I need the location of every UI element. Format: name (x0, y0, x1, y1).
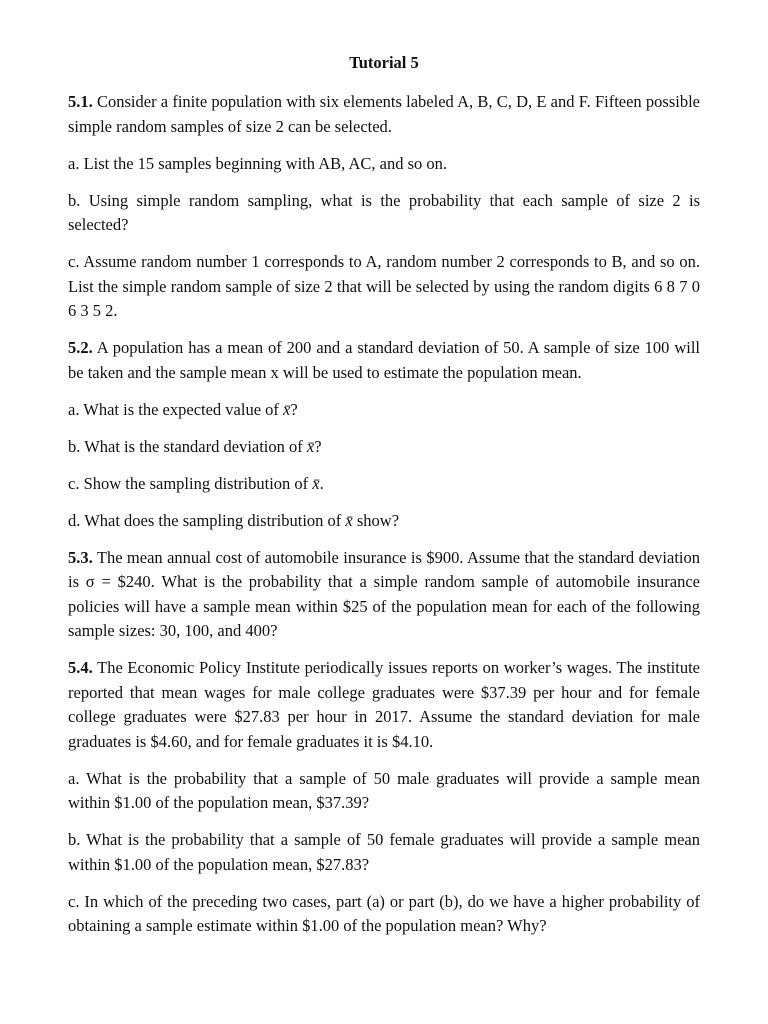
question-text: The mean annual cost of automobile insurance is $900. Assume that the standard deviation is σ = $240. What is the probability that a simple random sample of automobile insurance policies will have a sample mean within $25 of the population mean for each of the following sample sizes: 30, 100, and 400? (68, 547, 700, 640)
question-5-4-part-b: b. What is the probability that a sample of 50 female graduates will provide a sample mean within $1.00 of the population mean, $27.83? (68, 830, 700, 874)
x-bar-symbol: x̄ (312, 473, 320, 493)
question-number: 5.3. (68, 547, 93, 567)
question-5-2-part-b (68, 435, 700, 460)
question-5-2-part-d (68, 509, 700, 534)
question-5-2 (68, 336, 700, 385)
question-5-4-part-c: c. In which of the preceding two cases, part (a) or part (b), do we have a higher probability of obtaining a sample estimate within $1.00 of the population mean? Why? (68, 891, 700, 935)
question-5-1-part-c: c. Assume random number 1 corresponds to A, random number 2 corresponds to B, and so on. List the simple random sample of size 2 that will be selected by using the random digits 6 8 7 0 6 3 5 2. (68, 252, 700, 320)
part-text: b. What is the standard deviation of (68, 436, 307, 456)
question-5-4 (68, 656, 700, 754)
question-number: 5.2. (68, 338, 93, 357)
question-5-4-part-a: a. What is the probability that a sample of 50 male graduates will provide a sample mean within $1.00 of the population mean, $37.39? (68, 768, 700, 812)
part-text-end: ? (290, 399, 298, 419)
part-text-end: ? (314, 436, 322, 456)
question-5-1 (68, 90, 700, 139)
part-text: d. What does the sampling distribution of (68, 510, 346, 530)
question-number: 5.4. (68, 658, 93, 677)
part-text: c. Show the sampling distribution of (68, 473, 313, 493)
question-5-2-part-c (68, 472, 700, 497)
part-text-end: . (319, 473, 324, 493)
x-bar-symbol: x̄ (306, 436, 315, 456)
part-text-end: show? (352, 510, 400, 530)
question-5-2-part-a (68, 398, 700, 423)
x-bar-symbol: x̄ (345, 510, 353, 530)
document-title: Tutorial 5 (349, 53, 419, 72)
question-5-1-part-b: b. Using simple random sampling, what is the probability that each sample of size 2 is selected? (68, 190, 700, 234)
question-text: The Economic Policy Institute periodically issues reports on worker’s wages. The institute reported that mean wages for male college graduates were $37.39 per hour and for female college graduates were $27.83 per hour in 2017. Assume the standard deviation for male graduates is $4.60, and for female graduates it is $4.10. (68, 658, 700, 751)
question-text: A population has a mean of 200 and a standard deviation of 50. A sample of size 100 will be taken and the sample mean x will be used to estimate the population mean. (68, 338, 700, 382)
question-text: Consider a finite population with six elements labeled A, B, C, D, E and F. Fifteen possible simple random samples of size 2 can be selected. (68, 92, 700, 136)
part-text: a. What is the expected value of (68, 399, 284, 419)
question-5-1-part-a: a. List the 15 samples beginning with AB, AC, and so on. (68, 153, 448, 173)
x-bar-symbol: x̄ (283, 399, 291, 419)
question-number: 5.1. (68, 92, 93, 111)
question-5-3 (68, 546, 700, 644)
